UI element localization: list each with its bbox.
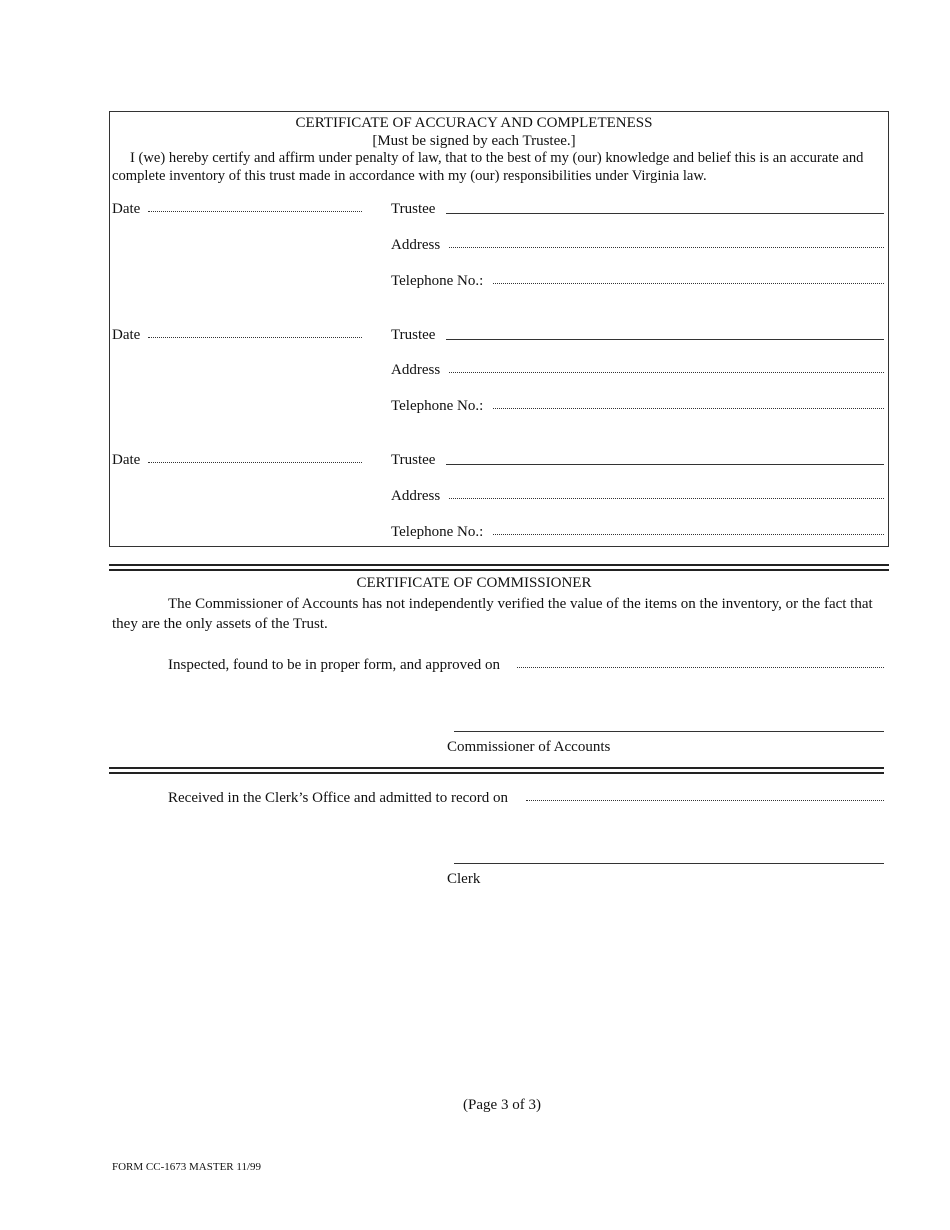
date-label-2: Date — [112, 327, 141, 343]
commissioner-title: CERTIFICATE OF COMMISSIONER — [356, 575, 592, 591]
address-label-2: Address — [391, 362, 441, 378]
phone-label-3: Telephone No.: — [391, 524, 484, 540]
commissioner-signature-label: Commissioner of Accounts — [447, 739, 611, 755]
address-field-1[interactable] — [449, 247, 884, 248]
form-id: FORM CC-1673 MASTER 11/99 — [112, 1161, 262, 1173]
date-field-2[interactable] — [148, 337, 362, 338]
phone-label-1: Telephone No.: — [391, 273, 484, 289]
clerk-signature-label: Clerk — [447, 871, 481, 887]
trustee-signature-line-3[interactable] — [446, 464, 884, 465]
trustee-label-3: Trustee — [391, 452, 436, 468]
accuracy-title: CERTIFICATE OF ACCURACY AND COMPLETENESS — [295, 115, 653, 131]
date-label-3: Date — [112, 452, 141, 468]
address-label-1: Address — [391, 237, 441, 253]
section-divider-2 — [109, 767, 884, 774]
commissioner-statement: The Commissioner of Accounts has not independently verified the value of the items on the inventory, or the fact that they are the only assets of the Trust. — [112, 596, 873, 632]
section-divider-1 — [109, 564, 889, 571]
address-field-3[interactable] — [449, 498, 884, 499]
clerk-signature-line[interactable] — [454, 863, 884, 864]
phone-field-3[interactable] — [493, 534, 884, 535]
date-field-1[interactable] — [148, 211, 362, 212]
accuracy-statement: I (we) hereby certify and affirm under penalty of law, that to the best of my (our) knowledge and belief this is an accurate and complete inventory of this trust made in accordance with my (our) responsibilities under Virginia law. — [112, 150, 864, 184]
trustee-signature-line-1[interactable] — [446, 213, 884, 214]
date-label-1: Date — [112, 201, 141, 217]
address-field-2[interactable] — [449, 372, 884, 373]
trustee-label-1: Trustee — [391, 201, 436, 217]
date-field-3[interactable] — [148, 462, 362, 463]
address-label-3: Address — [391, 488, 441, 504]
record-date-field[interactable] — [526, 800, 884, 801]
page-number: (Page 3 of 3) — [463, 1097, 541, 1113]
phone-field-2[interactable] — [493, 408, 884, 409]
phone-field-1[interactable] — [493, 283, 884, 284]
trustee-signature-line-2[interactable] — [446, 339, 884, 340]
commissioner-signature-line[interactable] — [454, 731, 884, 732]
approval-date-field[interactable] — [517, 667, 884, 668]
inspected-label: Inspected, found to be in proper form, and approved on — [168, 657, 500, 673]
received-label: Received in the Clerk’s Office and admitted to record on — [168, 790, 509, 806]
accuracy-subtitle: [Must be signed by each Trustee.] — [372, 133, 576, 149]
trustee-label-2: Trustee — [391, 327, 436, 343]
phone-label-2: Telephone No.: — [391, 398, 484, 414]
